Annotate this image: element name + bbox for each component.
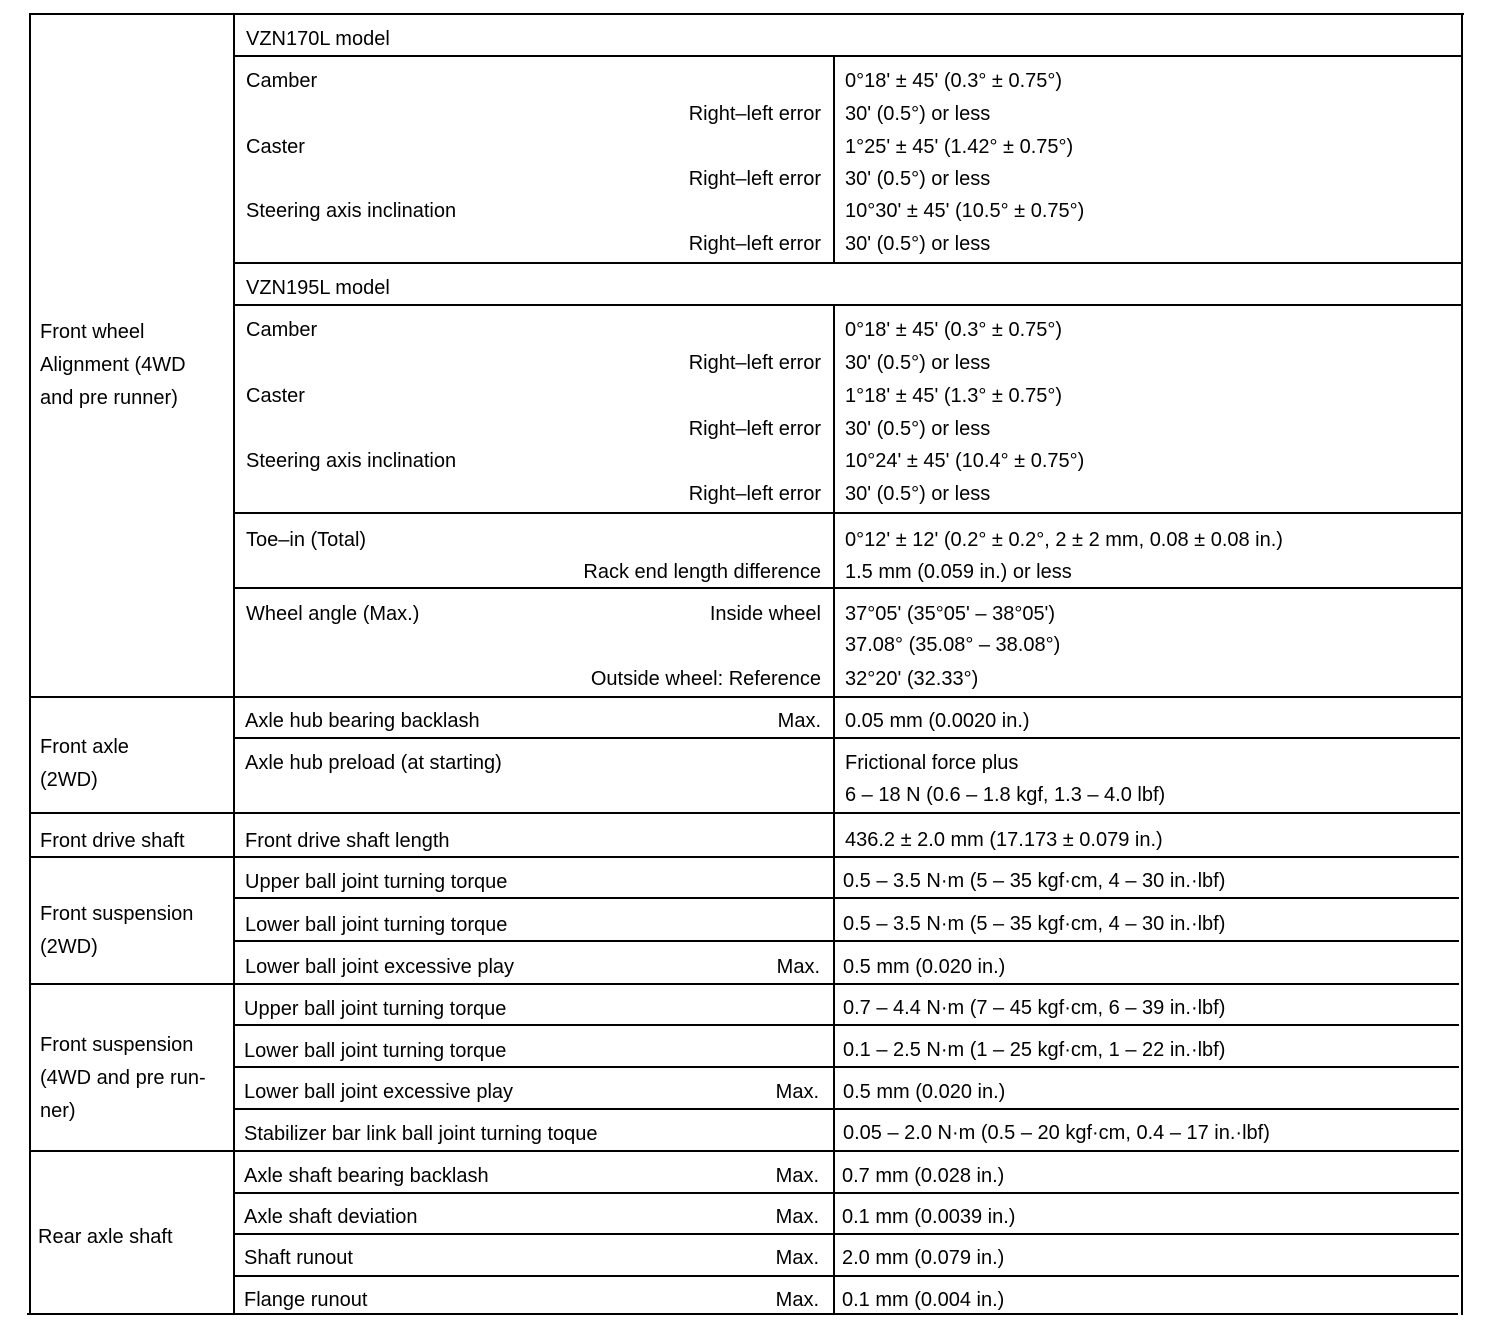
category-front-suspension-2wd: Front suspension (2WD) — [40, 903, 194, 958]
category-front-suspension-4wd: Front suspension (4WD and pre run- ner) — [40, 1034, 206, 1122]
rule — [235, 304, 1461, 306]
category-front-drive-shaft: Front drive shaft — [40, 830, 185, 852]
hub-backlash-value: 0.05 mm (0.0020 in.) — [845, 710, 1030, 732]
caster-rl-label: Right–left error — [688, 168, 821, 190]
border-bottom — [27, 1313, 1458, 1315]
upper-ball-joint-label: Upper ball joint turning torque — [245, 871, 508, 893]
axle-shaft-backlash-value: 0.7 mm (0.028 in.) — [842, 1165, 1005, 1187]
rule — [235, 1275, 1459, 1277]
sai-value: 10°24' ± 45' (10.4° ± 0.75°) — [845, 450, 1085, 472]
sai-label: Steering axis inclination — [246, 200, 457, 222]
axle-shaft-deviation-label: Axle shaft deviation — [244, 1206, 418, 1228]
flange-runout-value: 0.1 mm (0.004 in.) — [842, 1289, 1005, 1311]
outside-wheel-label: Outside wheel: Reference — [590, 668, 821, 690]
stabilizer-link-value: 0.05 – 2.0 N·m (0.5 – 20 kgf·cm, 0.4 – 17 in.·lbf) — [843, 1122, 1270, 1144]
border-left — [29, 13, 31, 1315]
camber-rl-label: Right–left error — [688, 352, 821, 374]
inside-wheel-label: Inside wheel — [709, 603, 821, 625]
hub-preload-value-2: 6 – 18 N (0.6 – 1.8 kgf, 1.3 – 4.0 lbf) — [845, 784, 1166, 806]
rule — [235, 1024, 1459, 1026]
rule — [235, 55, 1461, 57]
axle-shaft-deviation-value: 0.1 mm (0.0039 in.) — [842, 1206, 1016, 1228]
caster-value: 1°18' ± 45' (1.3° ± 0.75°) — [845, 385, 1063, 407]
sai-value: 10°30' ± 45' (10.5° ± 0.75°) — [845, 200, 1085, 222]
drive-shaft-length-label: Front drive shaft length — [245, 830, 450, 852]
flange-runout-label: Flange runout — [244, 1289, 368, 1311]
ball-joint-play-max: Max. — [775, 1081, 819, 1103]
model-header-vzn195l: VZN195L model — [246, 277, 390, 299]
col-divider-value — [833, 306, 835, 1314]
upper-ball-joint-value: 0.5 – 3.5 N·m (5 – 35 kgf·cm, 4 – 30 in.·lbf) — [843, 870, 1226, 892]
camber-rl-label: Right–left error — [688, 103, 821, 125]
model-header-vzn170l: VZN170L model — [246, 28, 390, 50]
upper-ball-joint-label: Upper ball joint turning torque — [244, 998, 507, 1020]
shaft-runout-value: 2.0 mm (0.079 in.) — [842, 1247, 1005, 1269]
inside-wheel-value-decimal: 37.08° (35.08° – 38.08°) — [845, 634, 1061, 656]
rule — [235, 1108, 1459, 1110]
rule — [235, 262, 1461, 264]
inside-wheel-value: 37°05' (35°05' – 38°05') — [845, 603, 1056, 625]
hub-preload-label: Axle hub preload (at starting) — [245, 752, 502, 774]
lower-ball-joint-label: Lower ball joint turning torque — [245, 914, 508, 936]
section-rule — [29, 856, 1459, 858]
camber-label: Camber — [246, 319, 318, 341]
axle-shaft-backlash-label: Axle shaft bearing backlash — [244, 1165, 489, 1187]
ball-joint-play-value: 0.5 mm (0.020 in.) — [843, 1081, 1006, 1103]
wheel-angle-label: Wheel angle (Max.) — [246, 603, 420, 625]
camber-rl-value: 30' (0.5°) or less — [845, 352, 991, 374]
rule — [235, 512, 1461, 514]
rule — [235, 587, 1461, 589]
col-divider-category — [233, 13, 235, 1315]
hub-preload-value: Frictional force plus — [845, 752, 1019, 774]
category-rear-axle-shaft: Rear axle shaft — [38, 1226, 173, 1248]
rule — [235, 1233, 1459, 1235]
sai-rl-label: Right–left error — [688, 233, 821, 255]
border-top — [31, 13, 1464, 15]
axle-shaft-deviation-max: Max. — [775, 1206, 819, 1228]
rule — [235, 1192, 1459, 1194]
rule — [235, 897, 1459, 899]
camber-rl-value: 30' (0.5°) or less — [845, 103, 991, 125]
rack-end-value: 1.5 mm (0.059 in.) or less — [845, 561, 1072, 583]
caster-rl-value: 30' (0.5°) or less — [845, 418, 991, 440]
sai-rl-value: 30' (0.5°) or less — [845, 483, 991, 505]
rule — [235, 737, 1460, 739]
category-front-axle: Front axle (2WD) — [40, 736, 129, 791]
section-rule — [29, 983, 1459, 985]
camber-label: Camber — [246, 70, 318, 92]
upper-ball-joint-value: 0.7 – 4.4 N·m (7 – 45 kgf·cm, 6 – 39 in.·lbf) — [843, 997, 1226, 1019]
col-divider-value — [833, 57, 835, 264]
ball-joint-play-label: Lower ball joint excessive play — [245, 956, 515, 978]
shaft-runout-max: Max. — [775, 1247, 819, 1269]
sai-rl-value: 30' (0.5°) or less — [845, 233, 991, 255]
caster-value: 1°25' ± 45' (1.42° ± 0.75°) — [845, 136, 1074, 158]
shaft-runout-label: Shaft runout — [244, 1247, 353, 1269]
ball-joint-play-value: 0.5 mm (0.020 in.) — [843, 956, 1006, 978]
hub-backlash-max: Max. — [777, 710, 821, 732]
lower-ball-joint-value: 0.1 – 2.5 N·m (1 – 25 kgf·cm, 1 – 22 in.·lbf) — [843, 1039, 1226, 1061]
caster-label: Caster — [246, 385, 305, 407]
section-rule — [29, 696, 1461, 698]
axle-shaft-backlash-max: Max. — [775, 1165, 819, 1187]
toe-in-label: Toe–in (Total) — [246, 529, 367, 551]
border-right — [1461, 13, 1463, 1315]
outside-wheel-value: 32°20' (32.33°) — [845, 668, 979, 690]
sai-label: Steering axis inclination — [246, 450, 457, 472]
stabilizer-link-label: Stabilizer bar link ball joint turning toque — [244, 1123, 598, 1145]
toe-in-value: 0°12' ± 12' (0.2° ± 0.2°, 2 ± 2 mm, 0.08 ± 0.08 in.) — [845, 529, 1283, 551]
ball-joint-play-max: Max. — [776, 956, 820, 978]
caster-rl-label: Right–left error — [688, 418, 821, 440]
section-rule — [29, 812, 1460, 814]
flange-runout-max: Max. — [775, 1289, 819, 1311]
caster-label: Caster — [246, 136, 305, 158]
rule — [235, 1066, 1459, 1068]
lower-ball-joint-label: Lower ball joint turning torque — [244, 1040, 507, 1062]
section-rule — [29, 1150, 1459, 1152]
rack-end-label: Rack end length difference — [583, 561, 821, 583]
hub-backlash-label: Axle hub bearing backlash — [245, 710, 480, 732]
caster-rl-value: 30' (0.5°) or less — [845, 168, 991, 190]
sai-rl-label: Right–left error — [688, 483, 821, 505]
drive-shaft-length-value: 436.2 ± 2.0 mm (17.173 ± 0.079 in.) — [845, 829, 1163, 851]
ball-joint-play-label: Lower ball joint excessive play — [244, 1081, 514, 1103]
category-front-wheel-alignment: Front wheel Alignment (4WD and pre runner) — [40, 321, 186, 409]
rule — [235, 940, 1459, 942]
lower-ball-joint-value: 0.5 – 3.5 N·m (5 – 35 kgf·cm, 4 – 30 in.·lbf) — [843, 913, 1226, 935]
camber-value: 0°18' ± 45' (0.3° ± 0.75°) — [845, 70, 1063, 92]
camber-value: 0°18' ± 45' (0.3° ± 0.75°) — [845, 319, 1063, 341]
